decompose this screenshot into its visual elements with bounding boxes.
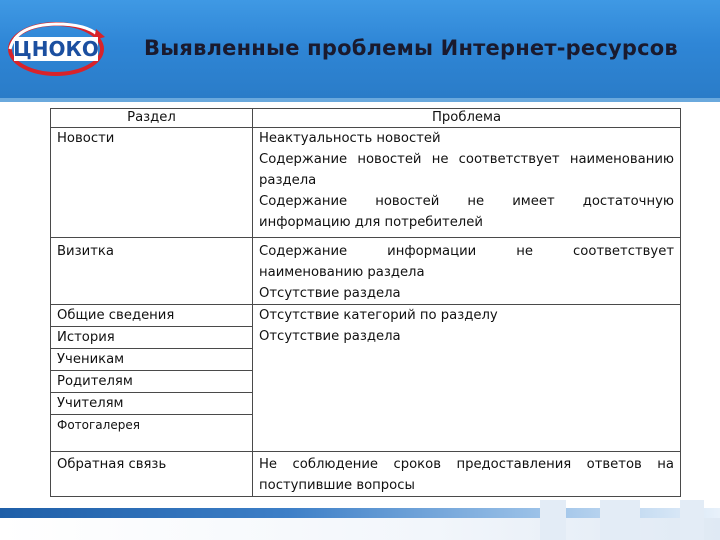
section-cell: Новости bbox=[51, 128, 253, 238]
column-header-section: Раздел bbox=[51, 109, 253, 128]
logo-text: ЦНОКО bbox=[13, 37, 99, 61]
problems-table bbox=[50, 108, 681, 497]
section-cell: Учителям bbox=[51, 393, 253, 415]
section-cell: Фотогалерея bbox=[51, 415, 253, 452]
table-row bbox=[51, 238, 681, 305]
problem-cell: Не соблюдение сроков предоставления ответов на поступившие вопросы bbox=[253, 452, 681, 497]
problem-text: Содержание новостей не имеет достаточную информацию для потребителей bbox=[259, 194, 674, 230]
problem-text: Отсутствие раздела bbox=[259, 329, 401, 344]
table-header-row bbox=[51, 109, 681, 128]
footer-decoration bbox=[540, 500, 566, 540]
table-row bbox=[51, 305, 681, 327]
footer-decoration bbox=[600, 500, 640, 540]
problem-cell bbox=[253, 238, 681, 305]
problem-text: Содержание новостей не соответствует наименованию раздела bbox=[259, 152, 674, 188]
page-title: Выявленные проблемы Интернет-ресурсов bbox=[144, 36, 678, 60]
section-cell: Общие сведения bbox=[51, 305, 253, 327]
cnoko-logo bbox=[6, 17, 106, 79]
section-cell: Визитка bbox=[51, 238, 253, 305]
section-cell: История bbox=[51, 327, 253, 349]
problem-text: Отсутствие категорий по разделу bbox=[259, 308, 498, 323]
header-divider bbox=[0, 98, 720, 102]
column-header-problem: Проблема bbox=[253, 109, 681, 128]
section-cell: Ученикам bbox=[51, 349, 253, 371]
problem-cell bbox=[253, 305, 681, 452]
problem-text: Отсутствие раздела bbox=[259, 286, 401, 301]
problem-text: Неактуальность новостей bbox=[259, 131, 441, 146]
problem-text: Содержание информации не соответствует наименованию раздела bbox=[259, 244, 674, 280]
problem-cell bbox=[253, 128, 681, 238]
table-row bbox=[51, 452, 681, 497]
footer-decoration bbox=[680, 500, 704, 540]
table-row bbox=[51, 128, 681, 238]
section-cell: Обратная связь bbox=[51, 452, 253, 497]
section-cell: Родителям bbox=[51, 371, 253, 393]
